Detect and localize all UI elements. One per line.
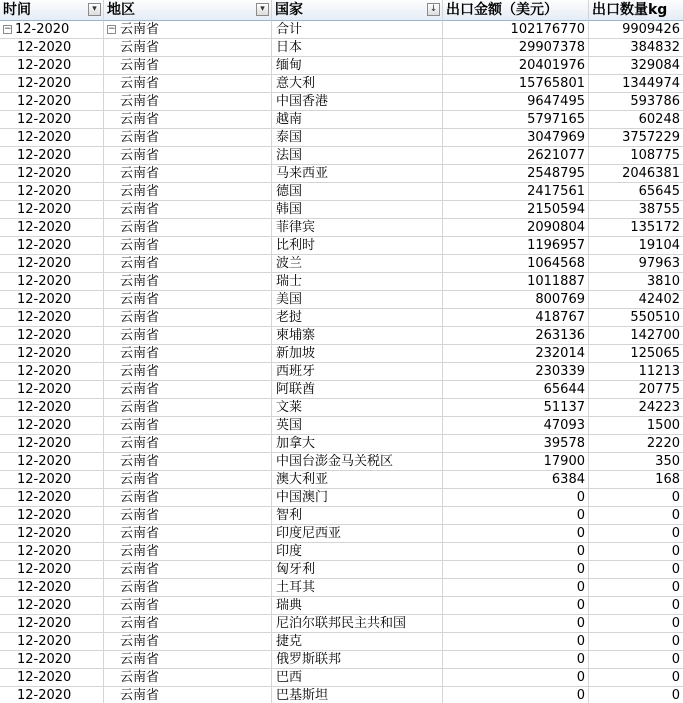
country-cell[interactable]: 瑞士 xyxy=(272,273,443,291)
region-cell[interactable]: 云南省 xyxy=(104,435,272,453)
value-cell[interactable]: 1011887 xyxy=(443,273,589,291)
time-cell[interactable]: 12-2020 xyxy=(0,669,104,687)
region-cell[interactable]: 云南省 xyxy=(104,183,272,201)
filter-time-icon[interactable]: ▾ xyxy=(88,3,101,16)
country-cell[interactable]: 日本 xyxy=(272,39,443,57)
table-row[interactable] xyxy=(0,525,684,543)
table-row[interactable] xyxy=(0,183,684,201)
qty-cell[interactable]: 0 xyxy=(589,489,684,507)
qty-cell[interactable]: 2046381 xyxy=(589,165,684,183)
time-cell[interactable]: 12-2020 xyxy=(0,75,104,93)
header-country-label: 国家 xyxy=(275,2,303,18)
time-cell[interactable]: 12-2020 xyxy=(0,507,104,525)
time-cell[interactable]: 12-2020 xyxy=(0,453,104,471)
region-cell[interactable]: 云南省 xyxy=(104,147,272,165)
value-cell[interactable]: 0 xyxy=(443,687,589,703)
qty-cell[interactable]: 550510 xyxy=(589,309,684,327)
table-row[interactable] xyxy=(0,273,684,291)
qty-cell[interactable]: 168 xyxy=(589,471,684,489)
region-cell[interactable]: 云南省 xyxy=(104,237,272,255)
value-cell[interactable]: 418767 xyxy=(443,309,589,327)
qty-cell[interactable]: 97963 xyxy=(589,255,684,273)
value-cell[interactable]: 102176770 xyxy=(443,21,589,39)
table-row[interactable] xyxy=(0,57,684,75)
qty-cell[interactable]: 0 xyxy=(589,543,684,561)
country-cell[interactable]: 波兰 xyxy=(272,255,443,273)
value-cell[interactable]: 17900 xyxy=(443,453,589,471)
time-cell[interactable]: 12-2020 xyxy=(0,345,104,363)
table-row[interactable] xyxy=(0,579,684,597)
country-cell[interactable]: 巴西 xyxy=(272,669,443,687)
value-cell[interactable]: 230339 xyxy=(443,363,589,381)
country-cell[interactable]: 法国 xyxy=(272,147,443,165)
time-cell[interactable]: 12-2020 xyxy=(0,237,104,255)
table-row[interactable] xyxy=(0,147,684,165)
country-cell[interactable]: 比利时 xyxy=(272,237,443,255)
qty-cell[interactable]: 108775 xyxy=(589,147,684,165)
collapse-icon[interactable]: − xyxy=(4,24,12,34)
value-cell[interactable]: 3047969 xyxy=(443,129,589,147)
qty-cell[interactable]: 1344974 xyxy=(589,75,684,93)
time-cell[interactable]: 12-2020 xyxy=(0,471,104,489)
time-cell[interactable]: 12-2020 xyxy=(0,219,104,237)
value-cell[interactable]: 1196957 xyxy=(443,237,589,255)
time-cell[interactable]: 12-2020 xyxy=(0,597,104,615)
value-cell[interactable]: 800769 xyxy=(443,291,589,309)
country-cell[interactable]: 新加坡 xyxy=(272,345,443,363)
region-cell[interactable]: 云南省 xyxy=(104,633,272,651)
header-value[interactable] xyxy=(443,0,589,21)
region-cell[interactable]: 云南省 xyxy=(104,129,272,147)
time-cell[interactable]: 12-2020 xyxy=(0,435,104,453)
time-cell[interactable]: 12-2020 xyxy=(0,147,104,165)
table-row[interactable] xyxy=(0,435,684,453)
table-row[interactable] xyxy=(0,291,684,309)
country-cell[interactable]: 越南 xyxy=(272,111,443,129)
region-cell[interactable]: 云南省 xyxy=(104,381,272,399)
qty-cell[interactable]: 350 xyxy=(589,453,684,471)
value-cell[interactable]: 5797165 xyxy=(443,111,589,129)
value-cell[interactable]: 0 xyxy=(443,507,589,525)
time-cell[interactable]: 12-2020 xyxy=(0,57,104,75)
country-cell[interactable]: 老挝 xyxy=(272,309,443,327)
table-row[interactable] xyxy=(0,75,684,93)
region-cell[interactable]: 云南省 xyxy=(104,201,272,219)
country-cell[interactable]: 菲律宾 xyxy=(272,219,443,237)
qty-cell[interactable]: 125065 xyxy=(589,345,684,363)
country-cell[interactable]: 中国香港 xyxy=(272,93,443,111)
region-cell[interactable]: 云南省 xyxy=(104,327,272,345)
region-cell[interactable]: 云南省 xyxy=(104,75,272,93)
region-cell[interactable]: 云南省 xyxy=(104,399,272,417)
sort-filter-country-icon[interactable]: ↓ xyxy=(427,3,440,16)
time-cell[interactable]: 12-2020 xyxy=(0,489,104,507)
qty-cell[interactable]: 135172 xyxy=(589,219,684,237)
region-cell[interactable]: 云南省 xyxy=(104,219,272,237)
time-cell[interactable]: 12-2020 xyxy=(0,543,104,561)
region-cell[interactable]: 云南省 xyxy=(104,255,272,273)
region-cell[interactable]: 云南省 xyxy=(104,417,272,435)
value-cell[interactable]: 47093 xyxy=(443,417,589,435)
value-cell[interactable]: 0 xyxy=(443,651,589,669)
table-row[interactable] xyxy=(0,453,684,471)
table-row[interactable] xyxy=(0,543,684,561)
region-cell[interactable]: 云南省 xyxy=(104,525,272,543)
country-cell[interactable]: 巴基斯坦 xyxy=(272,687,443,703)
header-qty-label: 出口数量kg xyxy=(592,2,668,18)
table-body xyxy=(0,21,684,703)
value-cell[interactable]: 39578 xyxy=(443,435,589,453)
filter-region-icon[interactable]: ▾ xyxy=(256,3,269,16)
region-cell[interactable]: 云南省 − xyxy=(104,21,272,39)
region-cell[interactable]: 云南省 xyxy=(104,111,272,129)
time-cell[interactable]: 12-2020 xyxy=(0,381,104,399)
value-cell[interactable]: 15765801 xyxy=(443,75,589,93)
region-cell[interactable]: 云南省 xyxy=(104,561,272,579)
qty-cell[interactable]: 0 xyxy=(589,579,684,597)
time-cell[interactable]: 12-2020 xyxy=(0,273,104,291)
value-cell[interactable]: 232014 xyxy=(443,345,589,363)
table-row[interactable] xyxy=(0,129,684,147)
table-row[interactable] xyxy=(0,687,684,703)
time-cell[interactable]: 12-2020 − xyxy=(0,21,104,39)
table-row[interactable] xyxy=(0,651,684,669)
table-row[interactable] xyxy=(0,507,684,525)
time-cell[interactable]: 12-2020 xyxy=(0,327,104,345)
time-cell[interactable]: 12-2020 xyxy=(0,399,104,417)
country-cell[interactable]: 印度尼西亚 xyxy=(272,525,443,543)
table-row[interactable] xyxy=(0,345,684,363)
region-cell[interactable]: 云南省 xyxy=(104,543,272,561)
value-cell[interactable]: 2621077 xyxy=(443,147,589,165)
table-row[interactable] xyxy=(0,381,684,399)
time-cell[interactable]: 12-2020 xyxy=(0,615,104,633)
value-cell[interactable]: 1064568 xyxy=(443,255,589,273)
country-cell[interactable]: 意大利 xyxy=(272,75,443,93)
region-cell[interactable]: 云南省 xyxy=(104,345,272,363)
country-cell[interactable]: 印度 xyxy=(272,543,443,561)
region-cell[interactable]: 云南省 xyxy=(104,453,272,471)
table-row[interactable] xyxy=(0,219,684,237)
country-cell[interactable]: 阿联酋 xyxy=(272,381,443,399)
value-cell[interactable]: 0 xyxy=(443,597,589,615)
region-cell[interactable]: 云南省 xyxy=(104,579,272,597)
value-cell[interactable]: 6384 xyxy=(443,471,589,489)
region-cell[interactable]: 云南省 xyxy=(104,39,272,57)
qty-cell[interactable]: 0 xyxy=(589,615,684,633)
qty-cell[interactable]: 0 xyxy=(589,669,684,687)
table-row[interactable] xyxy=(0,255,684,273)
time-cell[interactable]: 12-2020 xyxy=(0,579,104,597)
header-value-label: 出口金额（美元） xyxy=(446,2,558,18)
value-cell[interactable]: 2150594 xyxy=(443,201,589,219)
qty-cell[interactable]: 0 xyxy=(589,651,684,669)
value-cell[interactable]: 9647495 xyxy=(443,93,589,111)
qty-cell[interactable]: 2220 xyxy=(589,435,684,453)
qty-cell[interactable]: 3757229 xyxy=(589,129,684,147)
value-cell[interactable]: 0 xyxy=(443,579,589,597)
time-cell[interactable]: 12-2020 xyxy=(0,93,104,111)
collapse-icon[interactable]: − xyxy=(108,24,116,34)
qty-cell[interactable]: 142700 xyxy=(589,327,684,345)
time-cell[interactable]: 12-2020 xyxy=(0,417,104,435)
region-cell[interactable]: 云南省 xyxy=(104,651,272,669)
country-cell[interactable]: 文莱 xyxy=(272,399,443,417)
time-cell[interactable]: 12-2020 xyxy=(0,363,104,381)
qty-cell[interactable]: 3810 xyxy=(589,273,684,291)
time-cell[interactable]: 12-2020 xyxy=(0,633,104,651)
country-cell[interactable]: 匈牙利 xyxy=(272,561,443,579)
header-qty[interactable] xyxy=(589,0,684,21)
value-cell[interactable]: 65644 xyxy=(443,381,589,399)
region-cell[interactable]: 云南省 xyxy=(104,615,272,633)
value-cell[interactable]: 0 xyxy=(443,489,589,507)
header-time-label: 时间 xyxy=(3,2,31,18)
value-cell[interactable]: 0 xyxy=(443,561,589,579)
qty-cell[interactable]: 0 xyxy=(589,687,684,703)
qty-cell[interactable]: 38755 xyxy=(589,201,684,219)
region-cell[interactable]: 云南省 xyxy=(104,471,272,489)
value-cell[interactable]: 2548795 xyxy=(443,165,589,183)
table-row[interactable] xyxy=(0,471,684,489)
region-cell[interactable]: 云南省 xyxy=(104,669,272,687)
table-row[interactable] xyxy=(0,165,684,183)
country-cell[interactable]: 捷克 xyxy=(272,633,443,651)
country-cell[interactable]: 中国澳门 xyxy=(272,489,443,507)
time-cell[interactable]: 12-2020 xyxy=(0,201,104,219)
region-cell[interactable]: 云南省 xyxy=(104,597,272,615)
value-cell[interactable]: 20401976 xyxy=(443,57,589,75)
country-cell[interactable]: 俄罗斯联邦 xyxy=(272,651,443,669)
value-cell[interactable]: 2417561 xyxy=(443,183,589,201)
country-cell[interactable]: 英国 xyxy=(272,417,443,435)
qty-cell[interactable]: 20775 xyxy=(589,381,684,399)
country-cell[interactable]: 缅甸 xyxy=(272,57,443,75)
time-cell[interactable]: 12-2020 xyxy=(0,525,104,543)
table-row[interactable] xyxy=(0,39,684,57)
country-cell[interactable]: 德国 xyxy=(272,183,443,201)
time-cell[interactable]: 12-2020 xyxy=(0,39,104,57)
value-cell[interactable]: 0 xyxy=(443,669,589,687)
qty-cell[interactable]: 60248 xyxy=(589,111,684,129)
qty-cell[interactable]: 42402 xyxy=(589,291,684,309)
header-region[interactable] xyxy=(104,0,272,21)
table-row[interactable] xyxy=(0,561,684,579)
region-cell[interactable]: 云南省 xyxy=(104,273,272,291)
region-cell[interactable]: 云南省 xyxy=(104,309,272,327)
header-row xyxy=(0,0,684,21)
value-cell[interactable]: 0 xyxy=(443,543,589,561)
region-cell[interactable]: 云南省 xyxy=(104,363,272,381)
country-cell[interactable]: 美国 xyxy=(272,291,443,309)
value-cell[interactable]: 2090804 xyxy=(443,219,589,237)
table-row[interactable] xyxy=(0,21,684,39)
country-cell[interactable]: 韩国 xyxy=(272,201,443,219)
country-cell[interactable]: 智利 xyxy=(272,507,443,525)
time-cell[interactable]: 12-2020 xyxy=(0,561,104,579)
table-row[interactable] xyxy=(0,309,684,327)
qty-cell[interactable]: 329084 xyxy=(589,57,684,75)
region-cell[interactable]: 云南省 xyxy=(104,165,272,183)
value-cell[interactable]: 29907378 xyxy=(443,39,589,57)
qty-cell[interactable]: 0 xyxy=(589,561,684,579)
table-row[interactable] xyxy=(0,597,684,615)
region-cell[interactable]: 云南省 xyxy=(104,93,272,111)
qty-cell[interactable]: 593786 xyxy=(589,93,684,111)
country-cell[interactable]: 马来西亚 xyxy=(272,165,443,183)
country-cell[interactable]: 合计 xyxy=(272,21,443,39)
table-row[interactable] xyxy=(0,417,684,435)
table-row[interactable] xyxy=(0,237,684,255)
region-cell[interactable]: 云南省 xyxy=(104,57,272,75)
table-row[interactable] xyxy=(0,669,684,687)
qty-cell[interactable]: 9909426 xyxy=(589,21,684,39)
header-time[interactable] xyxy=(0,0,104,21)
qty-cell[interactable]: 0 xyxy=(589,507,684,525)
time-cell[interactable]: 12-2020 xyxy=(0,651,104,669)
region-cell[interactable]: 云南省 xyxy=(104,687,272,703)
qty-cell[interactable]: 24223 xyxy=(589,399,684,417)
value-cell[interactable]: 0 xyxy=(443,633,589,651)
country-cell[interactable]: 泰国 xyxy=(272,129,443,147)
table-row[interactable] xyxy=(0,363,684,381)
table-row[interactable] xyxy=(0,633,684,651)
country-cell[interactable]: 加拿大 xyxy=(272,435,443,453)
qty-cell[interactable]: 0 xyxy=(589,525,684,543)
qty-cell[interactable]: 19104 xyxy=(589,237,684,255)
time-cell[interactable]: 12-2020 xyxy=(0,309,104,327)
header-country[interactable] xyxy=(272,0,443,21)
country-cell[interactable]: 西班牙 xyxy=(272,363,443,381)
qty-cell[interactable]: 0 xyxy=(589,633,684,651)
time-cell[interactable]: 12-2020 xyxy=(0,687,104,703)
table-row[interactable] xyxy=(0,489,684,507)
table-row[interactable] xyxy=(0,615,684,633)
country-cell[interactable]: 尼泊尔联邦民主共和国 xyxy=(272,615,443,633)
time-cell[interactable]: 12-2020 xyxy=(0,111,104,129)
table-row[interactable] xyxy=(0,327,684,345)
country-cell[interactable]: 瑞典 xyxy=(272,597,443,615)
country-cell[interactable]: 柬埔寨 xyxy=(272,327,443,345)
value-cell[interactable]: 0 xyxy=(443,615,589,633)
country-cell[interactable]: 中国台澎金马关税区 xyxy=(272,453,443,471)
time-cell[interactable]: 12-2020 xyxy=(0,129,104,147)
region-cell[interactable]: 云南省 xyxy=(104,489,272,507)
qty-cell[interactable]: 11213 xyxy=(589,363,684,381)
qty-cell[interactable]: 384832 xyxy=(589,39,684,57)
table-row[interactable] xyxy=(0,93,684,111)
time-cell[interactable]: 12-2020 xyxy=(0,183,104,201)
region-cell[interactable]: 云南省 xyxy=(104,507,272,525)
region-cell[interactable]: 云南省 xyxy=(104,291,272,309)
time-cell[interactable]: 12-2020 xyxy=(0,255,104,273)
country-cell[interactable]: 澳大利亚 xyxy=(272,471,443,489)
table-row[interactable] xyxy=(0,399,684,417)
qty-cell[interactable]: 0 xyxy=(589,597,684,615)
time-cell[interactable]: 12-2020 xyxy=(0,165,104,183)
qty-cell[interactable]: 65645 xyxy=(589,183,684,201)
table-row[interactable] xyxy=(0,201,684,219)
country-cell[interactable]: 土耳其 xyxy=(272,579,443,597)
table-row[interactable] xyxy=(0,111,684,129)
value-cell[interactable]: 0 xyxy=(443,525,589,543)
value-cell[interactable]: 263136 xyxy=(443,327,589,345)
qty-cell[interactable]: 1500 xyxy=(589,417,684,435)
time-cell[interactable]: 12-2020 xyxy=(0,291,104,309)
header-region-label: 地区 xyxy=(107,2,135,18)
value-cell[interactable]: 51137 xyxy=(443,399,589,417)
